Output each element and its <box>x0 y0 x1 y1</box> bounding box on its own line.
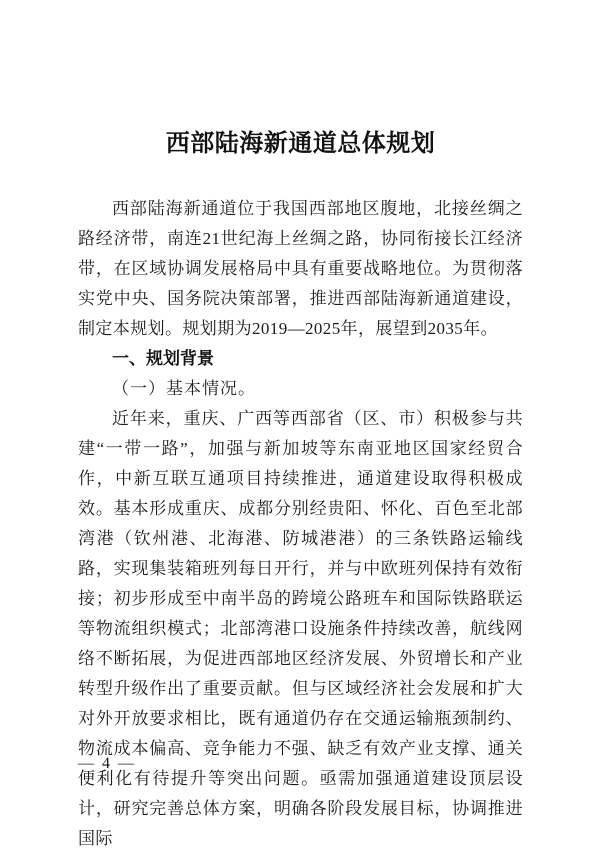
intro-paragraph: 西部陆海新通道位于我国西部地区腹地，北接丝绸之路经济带，南连21世纪海上丝绸之路，协同衔接长江经济带，在区域协调发展格局中具有重要战略地位。为贯彻落实党中央、国务院决策部署，推进西部陆海新通道建设，制定本规划。规划期为2019—2025年，展望到2035年。 <box>78 199 523 338</box>
document-title: 西部陆海新通道总体规划 <box>165 131 436 157</box>
section-heading: 一、规划背景 <box>112 349 214 368</box>
body-paragraph: 近年来，重庆、广西等西部省（区、市）积极参与共建“一带一路”，加强与新加坡等东南亚地区国家经贸合作，中新互联互通项目持续推进，通道建设取得积极成效。基本形成重庆、成都分别经贵阳、怀化、百色至北部湾港（钦州港、北海港、防城港港）的三条铁路运输线路，实现集装箱班列每日开行，并与中欧班列保持有效衔接；初步形成至中南半岛的跨境公路班车和国际铁路联运等物流组织模式；北部湾港口设施条件持续改善，航线网络不断拓展，为促进西部地区经济发展、外贸增长和产业转型升级作出了重要贡献。但与区域经济社会发展和扩大对外开放要求相比，既有通道仍存在交通运输瓶颈制约、物流成本偏高、竞争能力不强、缺乏有效产业支撑、通关便利化有待提升等突出问题。亟需加强通道建设顶层设计，研究完善总体方案，明确各阶段发展目标，协调推进国际 <box>78 409 523 848</box>
subsection-heading: （一）基本情况。 <box>112 379 256 398</box>
page-number: — 4 — <box>78 755 136 772</box>
